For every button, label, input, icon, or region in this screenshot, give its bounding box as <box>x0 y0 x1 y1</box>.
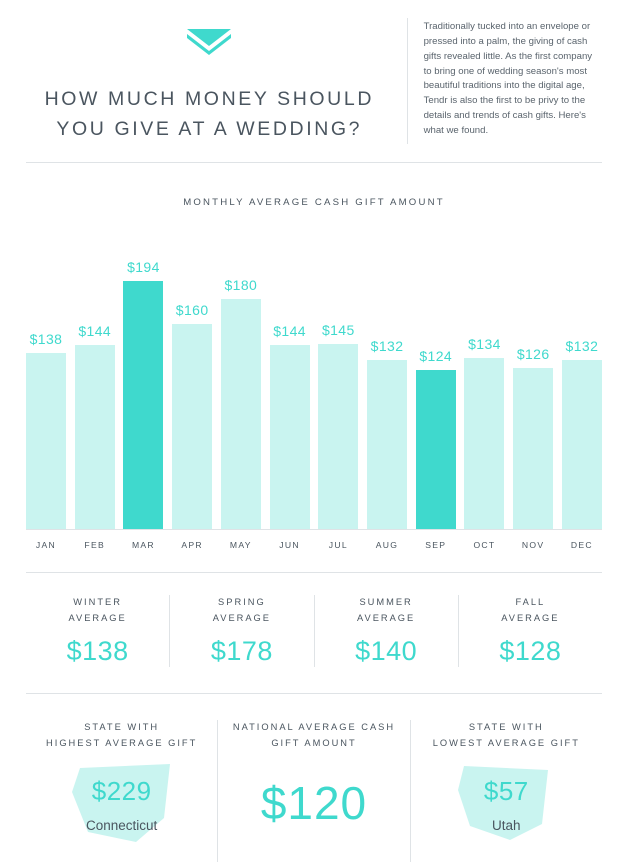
season-value: $138 <box>66 636 129 667</box>
bar-value-label: $160 <box>175 302 209 319</box>
bar <box>416 370 456 529</box>
season-label: SUMMER AVERAGE <box>356 597 416 623</box>
season-averages <box>26 573 602 667</box>
axis-tick-label: OCT <box>473 540 496 551</box>
season-stat <box>315 595 459 667</box>
bar-value-label: $144 <box>273 323 306 340</box>
season-stat <box>459 595 602 667</box>
highest-state-name: Connecticut <box>86 817 158 833</box>
bar-value-label: $144 <box>78 323 112 340</box>
lowest-state-amount: $57 <box>483 775 529 806</box>
season-stat <box>170 595 314 667</box>
bar <box>172 324 212 529</box>
bar-column <box>75 230 115 529</box>
bar-value-label: $134 <box>468 336 501 353</box>
logo <box>26 26 393 56</box>
bar <box>513 368 553 529</box>
bar-value-label: $138 <box>29 331 63 348</box>
lowest-state-title: STATE WITH LOWEST AVERAGE GIFT <box>432 722 580 748</box>
page-title: HOW MUCH MONEY SHOULD YOU GIVE AT A WEDDING? <box>44 88 374 141</box>
season-label: FALL AVERAGE <box>501 597 560 623</box>
lowest-state-shape-wrap <box>415 762 598 862</box>
season-value: $140 <box>355 636 418 667</box>
bar-column <box>318 230 358 529</box>
season-value: $128 <box>499 636 562 667</box>
bar <box>464 358 504 529</box>
bar <box>221 299 261 529</box>
bar-column <box>26 230 66 529</box>
axis-tick-label: JUN <box>279 540 300 551</box>
bar-value-label: $132 <box>565 338 599 355</box>
header-divider <box>26 162 602 163</box>
axis-tick-label: NOV <box>521 540 545 551</box>
bar <box>26 353 66 529</box>
bar-value-label: $180 <box>224 277 258 294</box>
season-stat <box>26 595 170 667</box>
national-average-amount: $120 <box>260 776 368 829</box>
intro-paragraph: Traditionally tucked into an envelope or pressed into a palm, the giving of cash gifts revealed little. As the first company to bring one of wedding season's most beautiful traditions into the digital age, Tendr is also the first to be privy to the details and trends of cash gifts. Here's what we found. <box>423 21 593 137</box>
bar <box>367 360 407 529</box>
bar-column <box>172 230 212 529</box>
bar-value-label: $145 <box>321 322 355 339</box>
season-label: WINTER AVERAGE <box>68 597 127 623</box>
bar-column <box>513 230 553 529</box>
bar-column <box>416 230 456 529</box>
season-label: SPRING AVERAGE <box>212 597 271 623</box>
bar-value-label: $132 <box>370 338 404 355</box>
axis-tick-label: JUL <box>328 540 348 551</box>
axis-tick-label: APR <box>181 540 203 551</box>
header-left <box>26 18 407 144</box>
bar-value-label: $126 <box>516 346 550 363</box>
chart-title: MONTHLY AVERAGE CASH GIFT AMOUNT <box>183 197 445 209</box>
bar-value-label: $124 <box>419 348 453 365</box>
bar-column <box>464 230 504 529</box>
highest-state-shape-wrap <box>30 762 213 862</box>
bar-column <box>221 230 261 529</box>
axis-tick-label: SEP <box>425 540 447 551</box>
chart-axis-labels <box>26 530 602 550</box>
bar <box>270 345 310 529</box>
bar <box>318 344 358 529</box>
season-value: $178 <box>210 636 273 667</box>
axis-tick-label: FEB <box>84 540 106 551</box>
header <box>0 0 628 144</box>
axis-tick-label: MAR <box>131 540 155 551</box>
highest-state-stat <box>26 720 217 862</box>
bar-column <box>270 230 310 529</box>
national-average-stat <box>217 720 410 862</box>
bar-column <box>367 230 407 529</box>
bar-value-label: $194 <box>127 259 160 276</box>
highest-state-amount: $229 <box>91 775 152 806</box>
highest-state-title: STATE WITH HIGHEST AVERAGE GIFT <box>46 722 198 748</box>
bar <box>123 281 163 529</box>
axis-tick-label: JAN <box>35 540 57 551</box>
bar-column <box>562 230 602 529</box>
axis-tick-label: MAY <box>229 540 252 551</box>
lowest-state-name: Utah <box>492 817 521 833</box>
axis-tick-label: DEC <box>570 540 593 551</box>
footer-stats <box>26 694 602 862</box>
bar <box>562 360 602 529</box>
national-average-title: NATIONAL AVERAGE CASH GIFT AMOUNT <box>232 722 396 748</box>
bar <box>75 345 115 529</box>
axis-tick-label: AUG <box>375 540 399 551</box>
envelope-heart-icon <box>185 26 233 56</box>
bar-chart <box>26 230 602 530</box>
header-right <box>407 18 602 144</box>
bar-column <box>123 230 163 529</box>
lowest-state-stat <box>411 720 602 862</box>
